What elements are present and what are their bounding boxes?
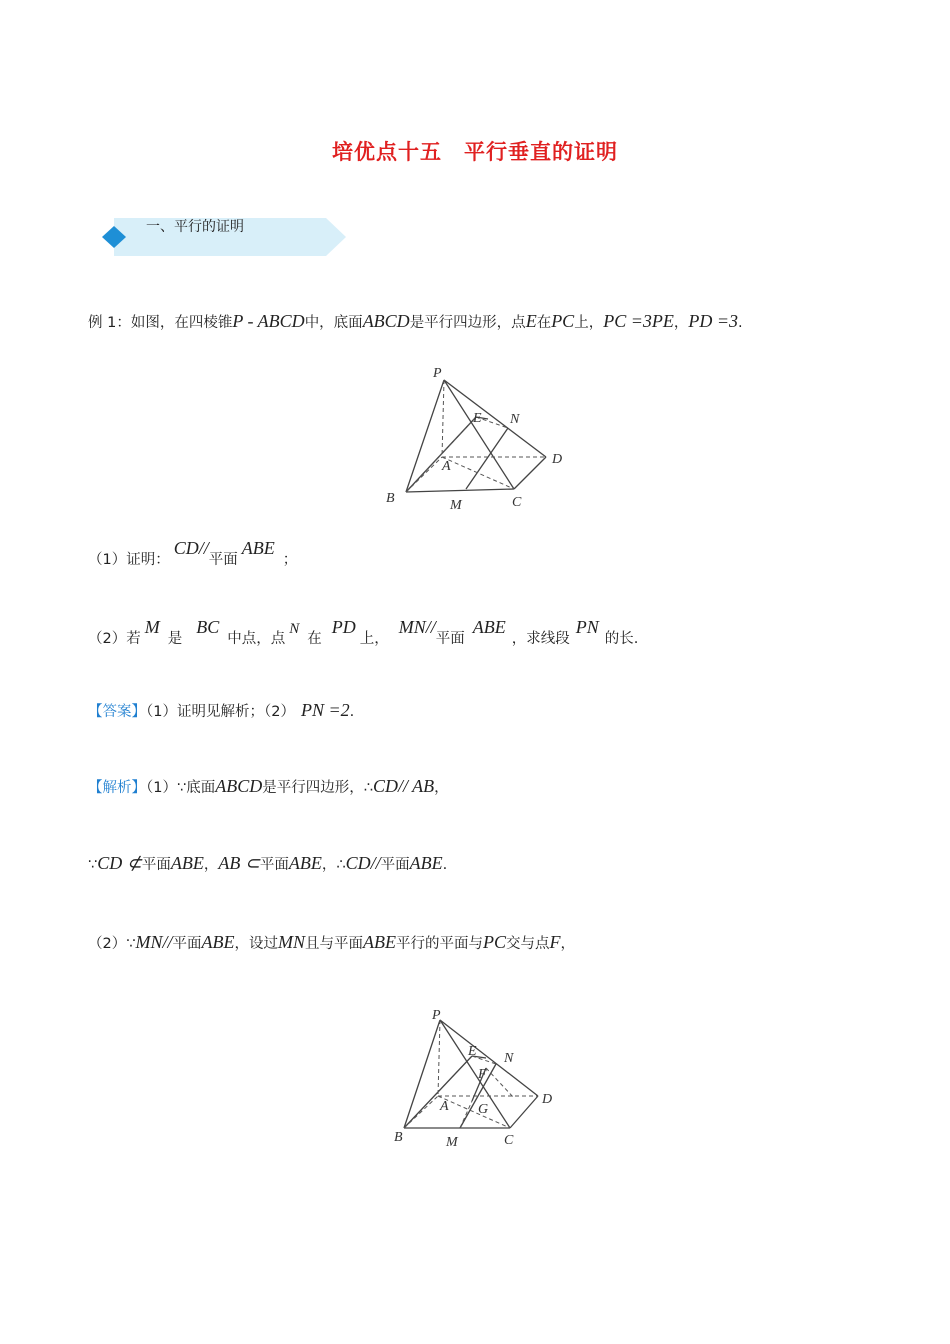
question-1 xyxy=(88,538,298,569)
math-plane-abe: ABE xyxy=(201,932,235,952)
label-a: A xyxy=(440,1099,449,1114)
math-parallel: CD// AB xyxy=(372,776,435,796)
label-n: N xyxy=(510,412,520,427)
label-m: M xyxy=(450,498,462,512)
math-parallel: MN// xyxy=(398,617,436,637)
label-d: D xyxy=(542,1092,553,1107)
label-e: E xyxy=(468,1044,477,1059)
analysis-text: 平行的平面与 xyxy=(395,936,483,952)
math-equation: PC =3PE xyxy=(603,311,674,331)
label-c: C xyxy=(504,1133,514,1148)
math-segment-pd: PD xyxy=(331,617,356,637)
math-point-f: F xyxy=(549,932,561,952)
analysis-text: （2）∵ xyxy=(88,936,136,952)
question-text: 中点，点 xyxy=(227,631,286,647)
math-answer: PN =2 xyxy=(300,700,350,720)
math-segment-pc: PC xyxy=(551,311,575,331)
math-point-m: M xyxy=(144,617,160,637)
math-segment-mn: MN xyxy=(277,932,305,952)
math-point-n: N xyxy=(289,621,300,637)
answer-tag: 【答案】 xyxy=(88,704,146,720)
example-text: 上， xyxy=(574,315,604,331)
analysis-text: ∵ xyxy=(88,857,98,873)
label-g: G xyxy=(478,1102,489,1117)
example-text: ， xyxy=(673,315,689,331)
analysis-text: ， xyxy=(434,780,449,796)
analysis-text: （1）∵底面 xyxy=(146,780,216,796)
analysis-text: 平面 xyxy=(172,936,202,952)
label-a: A xyxy=(442,459,451,474)
label-p: P xyxy=(432,1008,441,1023)
analysis-text: 是平行四边形，∴ xyxy=(262,780,373,796)
math-pyramid: P - ABCD xyxy=(232,311,305,331)
analysis-line-1 xyxy=(88,776,449,797)
analysis-text: 平面 xyxy=(380,857,410,873)
question-text: 平面 xyxy=(208,552,238,568)
math-parallel: CD// xyxy=(345,853,381,873)
math-plane-abe: ABE xyxy=(241,538,275,558)
example-text: 在 xyxy=(536,315,552,331)
example-statement xyxy=(88,311,743,332)
question-text: 是 xyxy=(167,631,183,647)
question-text: （1）证明： xyxy=(88,552,170,568)
math-equation: PD =3 xyxy=(688,311,738,331)
section-heading: 一、平行的证明 xyxy=(146,219,244,235)
label-c: C xyxy=(512,495,522,510)
math-not-subset: CD ⊄ xyxy=(97,853,142,873)
label-d: D xyxy=(552,452,563,467)
question-text: ，求线段 xyxy=(511,631,570,647)
label-b: B xyxy=(386,491,395,506)
analysis-line-2 xyxy=(88,853,447,874)
math-segment-pn: PN xyxy=(575,617,599,637)
example-text: 是平行四边形，点 xyxy=(409,315,526,331)
question-text: 上， xyxy=(359,631,389,647)
label-p: P xyxy=(433,366,442,381)
math-segment-pc: PC xyxy=(482,932,506,952)
analysis-text: 平面 xyxy=(259,857,289,873)
page-title: 培优点十五 平行垂直的证明 xyxy=(332,140,618,164)
pyramid-figure-1 xyxy=(378,362,578,512)
math-subset: AB ⊂ xyxy=(218,853,260,873)
math-base: ABCD xyxy=(215,776,263,796)
analysis-text: ，∴ xyxy=(321,857,346,873)
analysis-text: ，设过 xyxy=(234,936,278,952)
question-text: 平面 xyxy=(435,631,465,647)
math-plane-abe: ABE xyxy=(288,853,322,873)
question-text: ； xyxy=(282,552,298,568)
question-2 xyxy=(88,617,639,648)
answer-line xyxy=(88,700,354,721)
analysis-text: 且与平面 xyxy=(304,936,363,952)
math-point-e: E xyxy=(525,311,537,331)
math-base: ABCD xyxy=(362,311,410,331)
math-segment-bc: BC xyxy=(196,617,220,637)
label-f: F xyxy=(478,1067,487,1082)
label-n: N xyxy=(504,1051,514,1066)
example-text: 中，底面 xyxy=(304,315,363,331)
analysis-tag: 【解析】 xyxy=(88,780,146,796)
analysis-text: ， xyxy=(560,936,575,952)
math-parallel: CD// xyxy=(173,538,209,558)
question-text: 在 xyxy=(307,631,322,647)
math-parallel: MN// xyxy=(135,932,173,952)
answer-text: （1）证明见解析；（2） xyxy=(146,704,295,720)
analysis-line-3 xyxy=(88,932,575,953)
math-plane-abe: ABE xyxy=(170,853,204,873)
pyramid-figure-2 xyxy=(374,1006,574,1156)
question-text: 的长. xyxy=(604,631,639,647)
analysis-text: . xyxy=(442,857,448,873)
label-b: B xyxy=(394,1130,403,1145)
math-plane-abe: ABE xyxy=(362,932,396,952)
example-text: 例 1：如图，在四棱锥 xyxy=(88,315,233,331)
label-m: M xyxy=(446,1135,458,1150)
analysis-text: 平面 xyxy=(141,857,171,873)
example-text: . xyxy=(737,315,743,331)
analysis-text: ， xyxy=(203,857,219,873)
question-text: （2）若 xyxy=(88,631,141,647)
math-plane-abe: ABE xyxy=(409,853,443,873)
math-plane-abe: ABE xyxy=(472,617,506,637)
label-e: E xyxy=(473,411,482,426)
answer-text: . xyxy=(349,704,355,720)
analysis-text: 交与点 xyxy=(505,936,550,952)
